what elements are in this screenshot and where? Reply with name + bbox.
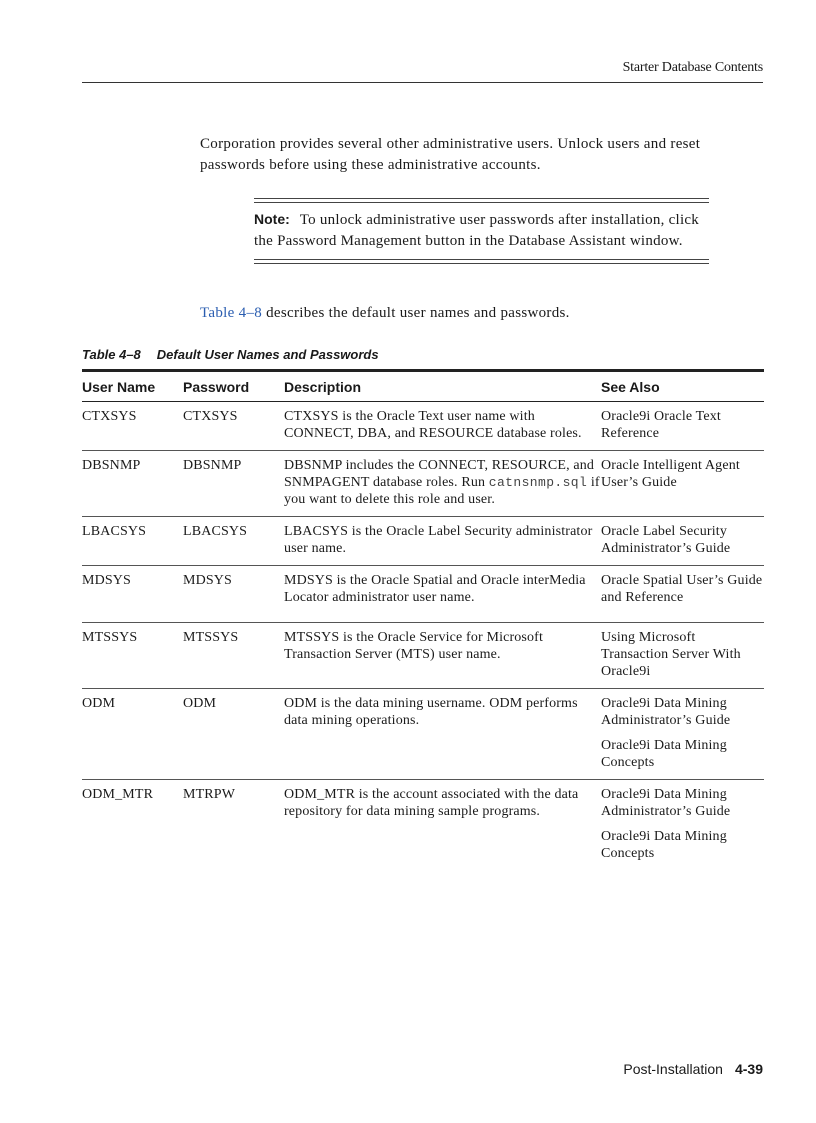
see-also-ref: Using Microsoft Transaction Server With Oracle9i [601, 630, 741, 679]
note-bottom-rule [254, 259, 709, 264]
see-also-ref: Oracle9i Data Mining Administrator’s Guide [601, 696, 731, 728]
table-row [82, 402, 764, 451]
table-ref-text: describes the default user names and passwords. [262, 305, 570, 321]
note-body: To unlock administrative user passwords after installation, click the Password Management button in the Database Assistant window. [254, 212, 700, 249]
password-cell: DBSNMP [183, 458, 242, 473]
password-cell: LBACSYS [183, 524, 248, 539]
see-also-ref: Oracle9i Oracle Text Reference [601, 409, 721, 441]
see-also-cell [601, 623, 764, 689]
running-header: Starter Database Contents [622, 60, 763, 75]
note-top-rule [254, 198, 709, 203]
table-row [82, 517, 764, 566]
user-name-cell: CTXSYS [82, 409, 137, 424]
col-header-password: Password [183, 378, 250, 395]
note-label: Note: [254, 211, 290, 227]
user-password-table [82, 369, 764, 870]
description-cell: ODM_MTR is the account associated with the data repository for data mining sample programs. [284, 787, 579, 819]
table-row [82, 689, 764, 780]
description-cell: MTSSYS is the Oracle Service for Microsoft Transaction Server (MTS) user name. [284, 630, 544, 662]
table-header-row [82, 371, 764, 402]
page-number: 4-39 [734, 1061, 763, 1077]
description-cell: LBACSYS is the Oracle Label Security administrator user name. [284, 524, 593, 556]
see-also-ref: Oracle9i Data Mining Administrator’s Guide [601, 787, 731, 819]
description-cell [284, 451, 601, 517]
table-row [82, 780, 764, 871]
user-name-cell: MDSYS [82, 573, 131, 588]
description-text: DBSNMP includes the CONNECT, RESOURCE, and SNMPAGENT database roles. Run [284, 458, 595, 490]
see-also-cell [601, 402, 764, 451]
note-box [254, 198, 709, 264]
description-cell: MDSYS is the Oracle Spatial and Oracle interMedia Locator administrator user name. [284, 573, 586, 605]
table-reference [200, 305, 570, 322]
password-cell: CTXSYS [183, 409, 238, 424]
user-name-cell: ODM [82, 696, 116, 711]
description-tail: if you want to delete this role and user. [284, 475, 600, 507]
user-name-cell: MTSSYS [82, 630, 138, 645]
see-also-ref: Oracle Intelligent Agent User’s Guide [601, 458, 740, 490]
user-name-cell: LBACSYS [82, 524, 147, 539]
col-header-description: Description [284, 378, 362, 395]
script-filename: catnsnmp.sql [488, 475, 588, 490]
password-cell: MTSSYS [183, 630, 239, 645]
intro-paragraph: Corporation provides several other administrative users. Unlock users and reset passwords before using these administrative accounts. [200, 136, 701, 173]
password-cell: ODM [183, 696, 217, 711]
caption-number: Table 4–8 [82, 347, 141, 362]
table-row [82, 623, 764, 689]
see-also-ref: Oracle9i Data Mining Concepts [601, 829, 727, 861]
see-also-ref: Oracle Label Security Administrator’s Guide [601, 524, 731, 556]
col-header-see-also: See Also [601, 378, 660, 395]
description-cell: ODM is the data mining username. ODM performs data mining operations. [284, 696, 578, 728]
col-header-user-name: User Name [82, 378, 156, 395]
password-cell: MTRPW [183, 787, 236, 802]
caption-title: Default User Names and Passwords [156, 347, 379, 362]
see-also-ref: Oracle9i Data Mining Concepts [601, 738, 727, 770]
table-caption [82, 347, 379, 362]
footer-section: Post-Installation [623, 1061, 723, 1077]
header-rule [82, 82, 763, 83]
table-row [82, 566, 764, 623]
see-also-cell [601, 451, 764, 517]
table-row [82, 451, 764, 517]
note-text [254, 209, 709, 252]
see-also-cell [601, 566, 764, 623]
table-xref-link[interactable]: Table 4–8 [200, 305, 263, 321]
user-name-cell: ODM_MTR [82, 787, 154, 802]
see-also-cell [601, 517, 764, 566]
see-also-cell [601, 689, 764, 780]
see-also-cell [601, 780, 764, 871]
page-footer [623, 1061, 763, 1077]
password-cell: MDSYS [183, 573, 232, 588]
description-cell: CTXSYS is the Oracle Text user name with CONNECT, DBA, and RESOURCE database roles. [284, 409, 582, 441]
user-name-cell: DBSNMP [82, 458, 141, 473]
see-also-ref: Oracle Spatial User’s Guide and Reference [601, 573, 763, 605]
